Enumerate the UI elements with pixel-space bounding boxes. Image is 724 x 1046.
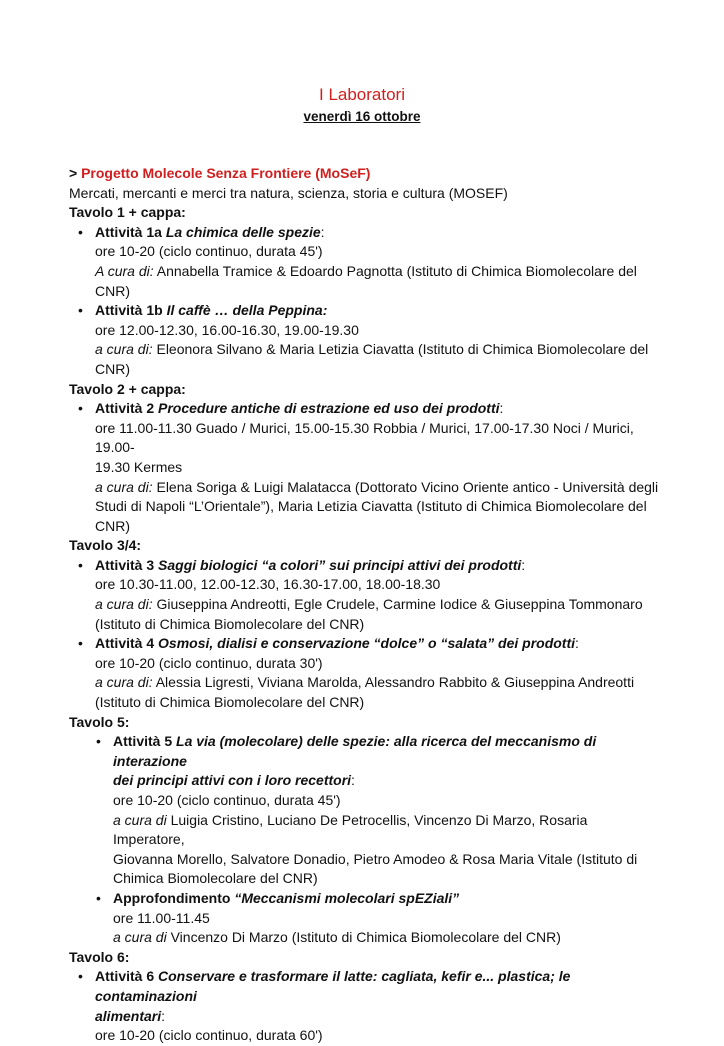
activity-times xyxy=(113,909,659,929)
activity-list xyxy=(69,732,659,948)
activity-title-punct: : xyxy=(161,1007,166,1024)
activity-heading xyxy=(95,301,659,321)
activity-item xyxy=(96,732,659,889)
curator-line: Giuseppina Andreotti, Egle Crudele, Carmine Iodice & Giuseppina Tommonaro xyxy=(156,596,643,613)
curator-line: CNR) xyxy=(95,517,130,534)
activity-times xyxy=(95,1026,659,1046)
project-description: Mercati, mercanti e merci tra natura, scienza, storia e cultura (MOSEF) xyxy=(69,184,508,201)
activity-curators xyxy=(95,262,659,301)
activity-times xyxy=(95,654,659,674)
activity-heading xyxy=(113,732,659,791)
activity-curators xyxy=(95,340,659,379)
activity-item xyxy=(78,634,659,712)
times-line: ore 10-20 (ciclo continuo, durata 30') xyxy=(95,654,323,671)
curator-line: Luigia Cristino, Luciano De Petrocellis, Vincenzo Di Marzo, Rosaria Imperatore, xyxy=(113,811,588,848)
table-section xyxy=(69,380,659,537)
activity-heading xyxy=(95,399,659,419)
activity-title: “Meccanismi molecolari spEZiali” xyxy=(234,889,460,906)
tables-list xyxy=(69,203,659,1046)
bullet-icon: • xyxy=(78,556,83,573)
curator-label: A cura di: xyxy=(95,262,154,279)
curator-label: a cura di: xyxy=(95,674,153,691)
activity-title: Il caffè … della Peppina: xyxy=(166,302,328,319)
times-line: ore 10.30-11.00, 12.00-12.30, 16.30-17.00, 18.00-18.30 xyxy=(95,576,441,593)
activity-item xyxy=(78,301,659,379)
activity-label: Attività 5 xyxy=(113,733,173,750)
bullet-icon: • xyxy=(78,400,83,417)
bullet-icon: • xyxy=(78,302,83,319)
curator-line: Vincenzo Di Marzo (Istituto di Chimica Biomolecolare del CNR) xyxy=(170,929,561,946)
times-line: ore 11.00-11.30 Guado / Murici, 15.00-15.30 Robbia / Murici, 17.00-17.30 Noci / Murici, 19.00- xyxy=(95,419,634,456)
activity-times xyxy=(95,419,659,478)
activity-title: Osmosi, dialisi e conservazione “dolce” o “salata” dei prodotti xyxy=(158,635,576,652)
activity-title: Saggi biologici “a colori” sui principi attivi dei prodotti xyxy=(158,556,522,573)
activity-list xyxy=(69,967,659,1045)
table-section xyxy=(69,948,659,1046)
curator-line: (Istituto di Chimica Biomolecolare del CNR) xyxy=(95,615,365,632)
table-label: Tavolo 6: xyxy=(69,948,130,965)
curator-label: a cura di: xyxy=(95,341,153,358)
activity-curators xyxy=(113,811,659,889)
bullet-icon: • xyxy=(78,635,83,652)
table-section xyxy=(69,203,659,379)
curator-line: Annabella Tramice & Edoardo Pagnotta (Istituto di Chimica Biomolecolare del CNR) xyxy=(95,262,637,299)
activity-times xyxy=(95,242,659,262)
bullet-icon: • xyxy=(78,968,83,985)
activity-title-punct: : xyxy=(499,400,504,417)
activity-curators xyxy=(95,595,659,634)
table-section xyxy=(69,536,659,712)
times-line: ore 10-20 (ciclo continuo, durata 45') xyxy=(95,243,323,260)
activity-title: Procedure antiche di estrazione ed uso dei prodotti xyxy=(158,400,500,417)
times-label: ore xyxy=(95,321,116,338)
project-heading xyxy=(69,164,659,184)
curator-line: Eleonora Silvano & Maria Letizia Ciavatta (Istituto di Chimica Biomolecolare del xyxy=(156,341,649,358)
activity-curators xyxy=(95,478,659,537)
program-content xyxy=(69,164,659,1046)
curator-label: a cura di xyxy=(113,811,167,828)
activity-curators xyxy=(113,928,659,948)
table-label: Tavolo 5: xyxy=(69,713,130,730)
activity-item xyxy=(96,889,659,948)
curator-line: (Istituto di Chimica Biomolecolare del CNR) xyxy=(95,694,365,711)
page-header xyxy=(0,84,724,127)
curator-label: a cura di: xyxy=(95,478,153,495)
activity-heading xyxy=(113,889,659,909)
times-line: ore 10-20 (ciclo continuo, durata 60') xyxy=(95,1027,323,1044)
curator-line: Alessia Ligresti, Viviana Marolda, Alessandro Rabbito & Giuseppina Andreotti xyxy=(155,674,635,691)
table-section xyxy=(69,713,659,948)
activity-heading xyxy=(95,634,659,654)
activity-list xyxy=(69,556,659,713)
activity-times xyxy=(95,321,659,341)
activity-label: Approfondimento xyxy=(113,889,231,906)
bullet-icon: • xyxy=(96,733,101,750)
activity-label: Attività 3 xyxy=(95,556,155,573)
activity-list xyxy=(69,223,659,380)
curator-line: Studi di Napoli “L’Orientale”), Maria Letizia Ciavatta (Istituto di Chimica Biomolecolare del xyxy=(95,498,647,515)
activity-heading xyxy=(95,223,659,243)
times-line: ore 11.00-11.45 xyxy=(113,909,210,926)
activity-label: Attività 6 xyxy=(95,968,155,985)
bullet-icon: • xyxy=(96,889,101,906)
activity-title-punct: : xyxy=(521,556,526,573)
activity-title: Conservare e trasformare il latte: cagliata, kefir e... plastica; le contaminazioni xyxy=(95,968,571,1004)
curator-line: CNR) xyxy=(95,360,130,377)
times-line: ore 10-20 (ciclo continuo, durata 45') xyxy=(113,792,341,808)
page-subtitle: venerdì 16 ottobre xyxy=(303,109,421,124)
table-label: Tavolo 2 + cappa: xyxy=(69,380,186,397)
activity-label: Attività 1b xyxy=(95,302,163,319)
times-line: 12.00-12.30, 16.00-16.30, 19.00-19.30 xyxy=(119,321,359,338)
bullet-icon: • xyxy=(78,223,83,240)
activity-title-punct: : xyxy=(575,635,579,652)
activity-title: alimentari xyxy=(95,1007,162,1024)
activity-title-punct: : xyxy=(351,772,355,789)
activity-item xyxy=(78,399,659,536)
activity-title: La via (molecolare) delle spezie: alla ricerca del meccanismo di interazione xyxy=(113,733,597,769)
project-arrow: > xyxy=(69,165,78,181)
activity-title: dei principi attivi con i loro recettori xyxy=(113,772,352,789)
curator-label: a cura di: xyxy=(95,596,153,613)
activity-title: La chimica delle spezie xyxy=(165,223,321,240)
activity-label: Attività 2 xyxy=(95,400,155,417)
curator-label: a cura di xyxy=(113,929,167,946)
times-line: 19.30 Kermes xyxy=(95,458,183,475)
activity-heading xyxy=(95,967,659,1026)
table-label: Tavolo 3/4: xyxy=(69,537,142,554)
activity-heading xyxy=(95,556,659,576)
activity-label: Attività 4 xyxy=(95,635,155,652)
project-name: Progetto Molecole Senza Frontiere (MoSeF) xyxy=(81,165,371,181)
activity-times xyxy=(95,575,659,595)
activity-label: Attività 1a xyxy=(95,223,162,240)
activity-curators xyxy=(95,673,659,712)
activity-item xyxy=(78,556,659,634)
curator-line: Giovanna Morello, Salvatore Donadio, Pietro Amodeo & Rosa Maria Vitale (Istituto di xyxy=(113,850,638,867)
curator-line: Elena Soriga & Luigi Malatacca (Dottorato Vicino Oriente antico - Università degli xyxy=(156,478,659,495)
activity-item xyxy=(78,223,659,301)
page-title: I Laboratori xyxy=(319,85,405,104)
activity-title-punct: : xyxy=(320,223,325,240)
activity-times xyxy=(113,791,659,811)
curator-line: Chimica Biomolecolare del CNR) xyxy=(113,870,318,887)
activity-item xyxy=(78,967,659,1045)
activity-list xyxy=(69,399,659,536)
table-label: Tavolo 1 + cappa: xyxy=(69,204,186,221)
